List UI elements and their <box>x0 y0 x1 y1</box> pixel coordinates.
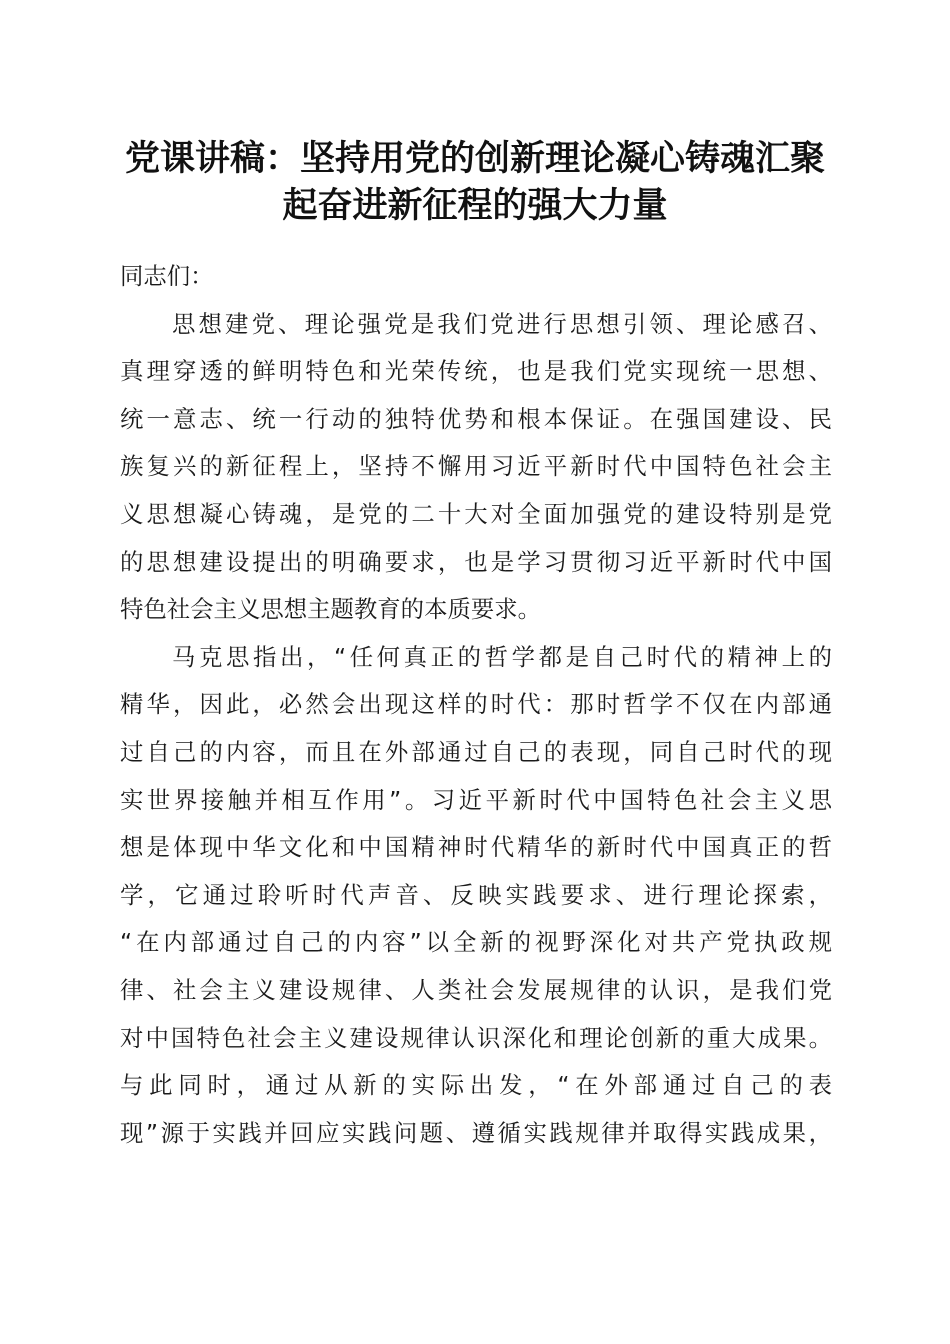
paragraph-line: 的思想建设提出的明确要求，也是学习贯彻习近平新时代中国 <box>120 547 832 576</box>
document-body <box>120 253 832 1157</box>
paragraph-line: 对中国特色社会主义建设规律认识深化和理论创新的重大成果。 <box>120 1023 832 1052</box>
paragraph-line: 现”源于实践并回应实践问题、遵循实践规律并取得实践成果， <box>120 1118 832 1147</box>
paragraph-line: 律、社会主义建设规律、人类社会发展规律的认识，是我们党 <box>120 975 832 1004</box>
paragraph-line: 族复兴的新征程上，坚持不懈用习近平新时代中国特色社会主 <box>120 452 832 481</box>
paragraph-line: 与此同时，通过从新的实际出发，“在外部通过自己的表 <box>120 1071 832 1100</box>
paragraph-line: 马克思指出，“任何真正的哲学都是自己时代的精神上的 <box>172 642 832 671</box>
paragraph-2 <box>120 634 832 1158</box>
paragraph-line: 思想建党、理论强党是我们党进行思想引领、理论感召、 <box>172 309 832 338</box>
paragraph-line: 真理穿透的鲜明特色和光荣传统，也是我们党实现统一思想、 <box>120 357 832 386</box>
paragraph-line: 精华，因此，必然会出现这样的时代：那时哲学不仅在内部通 <box>120 690 832 719</box>
paragraph-line: 实世界接触并相互作用”。习近平新时代中国特色社会主义思 <box>120 785 832 814</box>
paragraph-line: 义思想凝心铸魂，是党的二十大对全面加强党的建设特别是党 <box>120 499 832 528</box>
paragraph-line: 特色社会主义思想主题教育的本质要求。 <box>120 595 542 624</box>
paragraph-line: “在内部通过自己的内容”以全新的视野深化对共产党执政规 <box>120 928 832 957</box>
salutation: 同志们： <box>120 262 214 290</box>
paragraph-line: 过自己的内容，而且在外部通过自己的表现，同自己时代的现 <box>120 737 832 766</box>
paragraph-line: 统一意志、统一行动的独特优势和根本保证。在强国建设、民 <box>120 404 832 433</box>
document-title <box>100 135 850 229</box>
paragraph-line: 学，它通过聆听时代声音、反映实践要求、进行理论探索， <box>120 880 832 909</box>
paragraph-line: 想是体现中华文化和中国精神时代精华的新时代中国真正的哲 <box>120 833 832 862</box>
title-line-1: 党课讲稿：坚持用党的创新理论凝心铸魂汇聚 <box>124 138 825 179</box>
paragraph-1 <box>120 301 832 634</box>
title-line-2: 起奋进新征程的强大力量 <box>282 185 668 226</box>
